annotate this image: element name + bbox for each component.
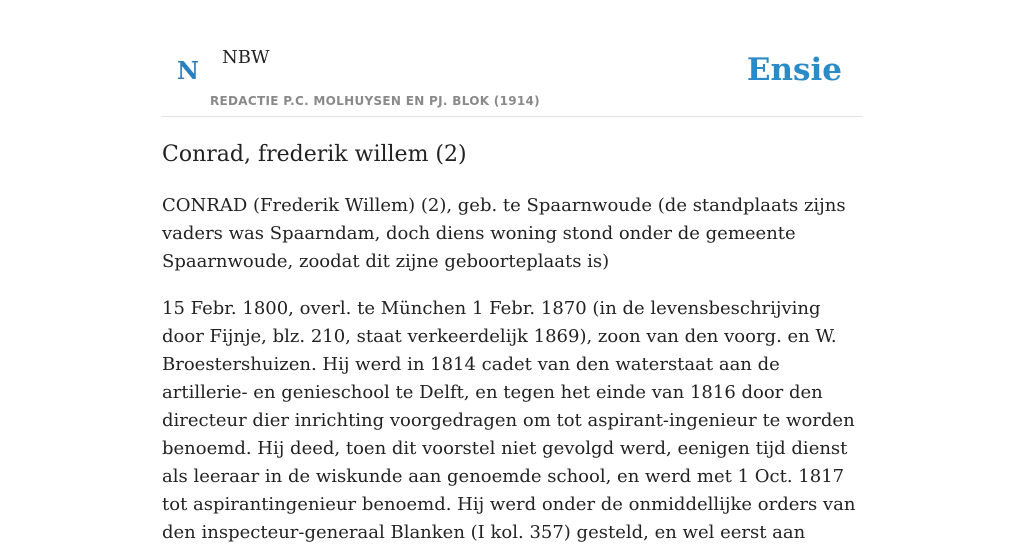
article [162, 138, 864, 547]
source-logo[interactable]: N [177, 56, 199, 85]
article-title: Conrad, frederik willem (2) [162, 142, 467, 167]
source-name[interactable]: NBW [222, 47, 270, 68]
brand-logo[interactable]: Ensie [746, 52, 842, 88]
article-paragraph: CONRAD (Frederik Willem) (2), geb. te Spaarnwoude (de standplaats zijns vaders was Spaarndam, doch diens woning stond onder de gemeente Spaarnwoude, zoodat dit zijne geboorteplaats is) [162, 195, 846, 272]
source-subtitle: REDACTIE P.C. MOLHUYSEN EN PJ. BLOK (1914) [210, 94, 540, 108]
article-paragraph: 15 Febr. 1800, overl. te München 1 Febr. 1870 (in de levensbeschrijving door Fijnje, blz. 210, staat verkeerdelijk 1869), zoon van den voorg. en W. Broestershuizen. Hij werd in 1814 cadet van den waterstaat aan de artillerie- en genieschool te Delft, en tegen het einde van 1816 door den directeur dier inrichting voorgedragen om tot aspirant-ingenieur te worden benoemd. Hij deed, toen dit voorstel niet gevolgd werd, eenigen tijd dienst als leeraar in de wiskunde aan genoemde school, en werd met 1 Oct. 1817 tot aspirantingenieur benoemd. Hij werd onder de onmiddellijke orders van den inspecteur-generaal Blanken (I kol. 357) gesteld, en wel eerst aan [162, 298, 856, 543]
header [162, 0, 862, 117]
